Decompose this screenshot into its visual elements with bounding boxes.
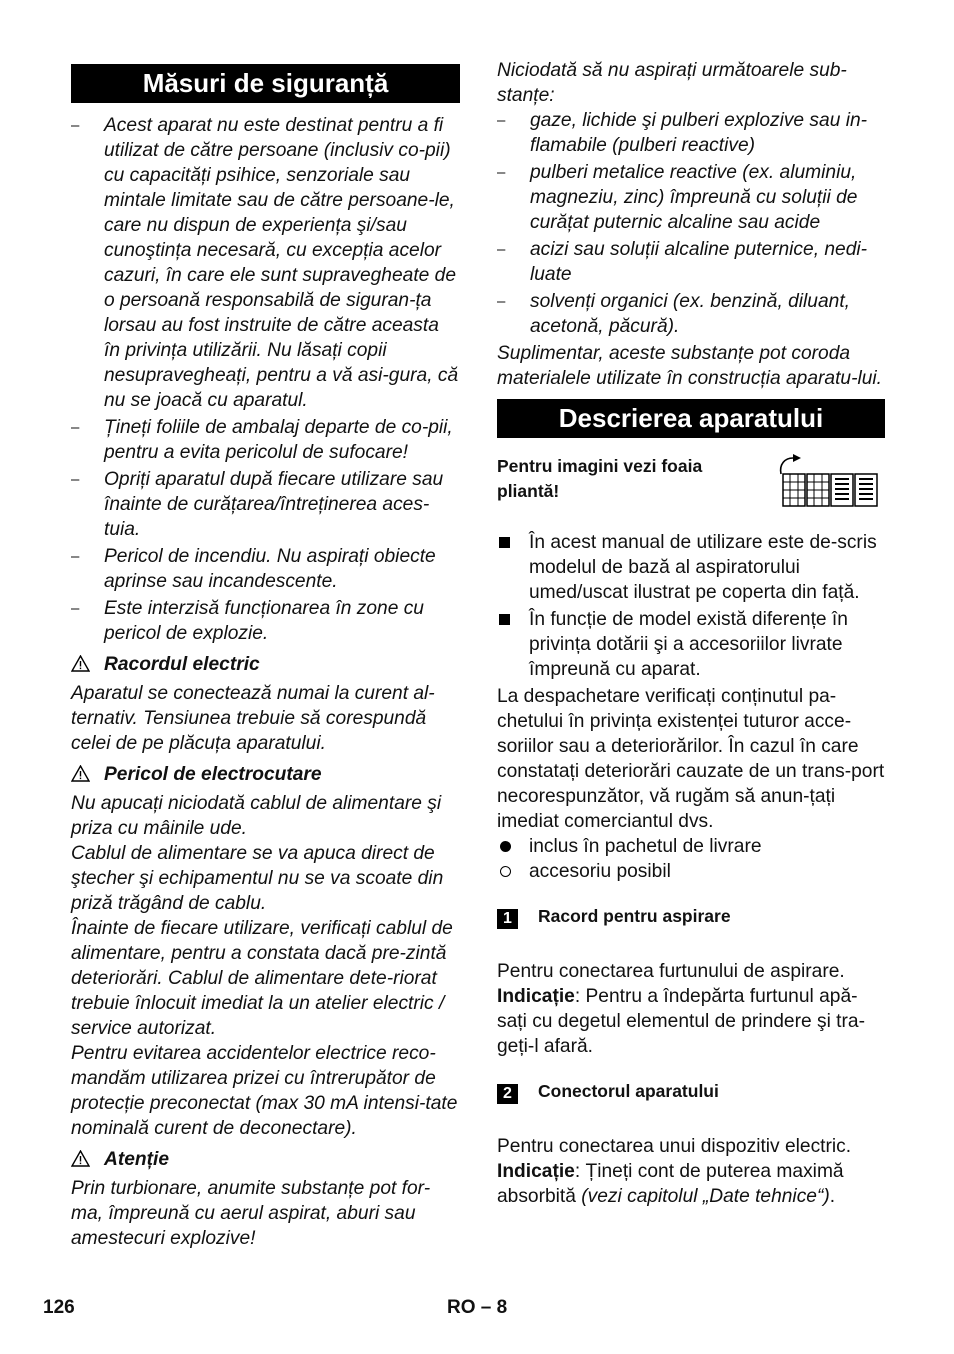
dash-marker: – [71,471,80,488]
item-text: Pentru conectarea furtunului de aspirare. [497,961,845,982]
warning-triangle-icon [71,765,90,782]
item-heading-appliance-socket: 2 Conectorul aparatului [497,1079,885,1104]
foldout-note [497,454,885,516]
list-item: – acizi sau soluții alcaline puternice, nedi-luate [497,239,868,285]
item-note: Indicație: Țineți cont de puterea maximă absorbită (vezi capitolul „Date tehnice“). [497,1161,844,1207]
substances-intro: Niciodată să nu aspirați următoarele sub-stanțe: [497,60,847,106]
list-item: – pulberi metalice reactive (ex. aluminiu, magneziu, zinc) împreună cu soluții de curățat puternic alcaline sau acide [497,162,858,233]
right-column [497,58,885,1209]
filled-circle-icon [500,841,511,852]
safety-list [71,113,460,646]
section-page-label: RO – 8 [447,1297,508,1318]
unpacking-paragraph: La despachetare verificați conținutul pa-chetului în privința existenței tuturor acce-soriilor sau a deteriorărilor. În cazul în care constatați deteriorări cauzate de un trans-port necorespunzător, vă rugăm să anun-țați imediat comerciantul dvs. [497,686,885,832]
warning-heading-attention: Atenție [71,1147,460,1172]
dash-marker: – [497,293,506,310]
dash-marker: – [71,419,80,436]
description-title: Descrierea aparatului [497,399,885,438]
dash-marker: – [497,164,506,181]
legend-optional: accesoriu posibil [497,859,885,884]
electrocution-paragraph: Nu apucați niciodată cablul de alimentare şi priza cu mâinile ude. [71,793,442,839]
warning-text-attention: Prin turbionare, anumite substanțe pot for-ma, împreună cu aerul aspirat, aburi sau amestecuri explozive! [71,1178,431,1249]
list-item: – gaze, lichide şi pulberi explozive sau in-flamabile (pulberi reactive) [497,110,868,156]
warning-heading-electric: Racordul electric [71,652,460,677]
safety-title: Măsuri de siguranță [71,64,460,103]
dash-marker: – [71,548,80,565]
list-item: – Opriți aparatul după fiecare utilizare sau înainte de curățarea/întreținerea aces-tuia. [71,469,444,540]
list-item: – Pericol de incendiu. Nu aspirați obiecte aprinse sau incandescente. [71,546,436,592]
electrocution-paragraph: Înainte de fiecare utilizare, verificați cablul de alimentare, pentru a constata dacă pre-zintă deteriorări. Cablul de alimentare dete-riorat trebuie înlocuit imediat la un atelier electric / service autorizat. [71,918,453,1039]
item-number-badge: 1 [497,909,518,929]
item-heading-suction-port: 1 Racord pentru aspirare [497,904,885,929]
list-item: – Acest aparat nu este destinat pentru a fi utilizat de către persoane (inclusiv co-pii) cu capacități psihice, senzoriale sau mintale limitate sau de către persoane-le, care nu dispun de experiența şi/sau cunoştința necesară, cu excepția acelor cazuri, în care ele sunt supravegheate de o persoană responsabilă de siguran-ța lorsau au fost instruite de către aceasta în privința utilizării. Nu lăsați copii nesupravegheați, pentru a vă asi-gura, că nu se joacă cu aparatul. [71,115,459,411]
warning-triangle-icon [71,1150,90,1167]
dash-marker: – [497,112,506,129]
item-note: Indicație: Pentru a îndepărta furtunul apă-sați cu degetul elementul de prindere şi tra-geți-l afară. [497,986,865,1057]
electrocution-paragraph: Cablul de alimentare se va apuca direct de ştecher şi echipamentul nu se va scoate din priză trăgând de cablu. [71,843,444,914]
list-item: În acest manual de utilizare este de-scris modelul de bază al aspiratorului umed/uscat ilustrat pe coperta din față. [497,530,885,605]
list-item: În funcție de model există diferențe în privința dotării şi a accesoriilor livrate împreună cu aparat. [497,607,885,682]
empty-circle-icon [500,866,511,877]
foldout-book-icon [775,454,885,510]
list-item: – Este interzisă funcționarea în zone cu pericol de explozie. [71,598,424,644]
square-bullet-icon [499,537,510,548]
foldout-note-text: Pentru imagini vezi foaia pliantă! [497,456,703,501]
left-column [71,58,460,1251]
dash-marker: – [71,117,80,134]
substances-list [497,108,885,339]
supplementary-text: Suplimentar, aceste substanțe pot coroda materialele utilizate în construcția aparatu-lui. [497,343,883,389]
page-number: 126 [43,1297,75,1318]
warning-triangle-icon [71,655,90,672]
square-bullet-icon [499,614,510,625]
list-item: – Țineți foliile de ambalaj departe de co-pii, pentru a evita pericolul de sufocare! [71,417,453,463]
electrocution-paragraph: Pentru evitarea accidentelor electrice reco-mandăm utilizarea prizei cu întrerupător de protecție preconectat (max 30 mA intensi-tate nominală curent de deconectare). [71,1043,458,1139]
legend-included: inclus în pachetul de livrare [497,834,885,859]
dash-marker: – [71,600,80,617]
list-item: – solvenți organici (ex. benzină, diluant, acetonă, păcură). [497,291,850,337]
dash-marker: – [497,241,506,258]
item-text: Pentru conectarea unui dispozitiv electric. [497,1136,852,1157]
item-number-badge: 2 [497,1084,518,1104]
warning-text-electric: Aparatul se conectează numai la curent al-ternativ. Tensiunea trebuie să corespundă celei de pe plăcuța aparatului. [71,683,435,754]
warning-heading-electrocution: Pericol de electrocutare [71,762,460,787]
